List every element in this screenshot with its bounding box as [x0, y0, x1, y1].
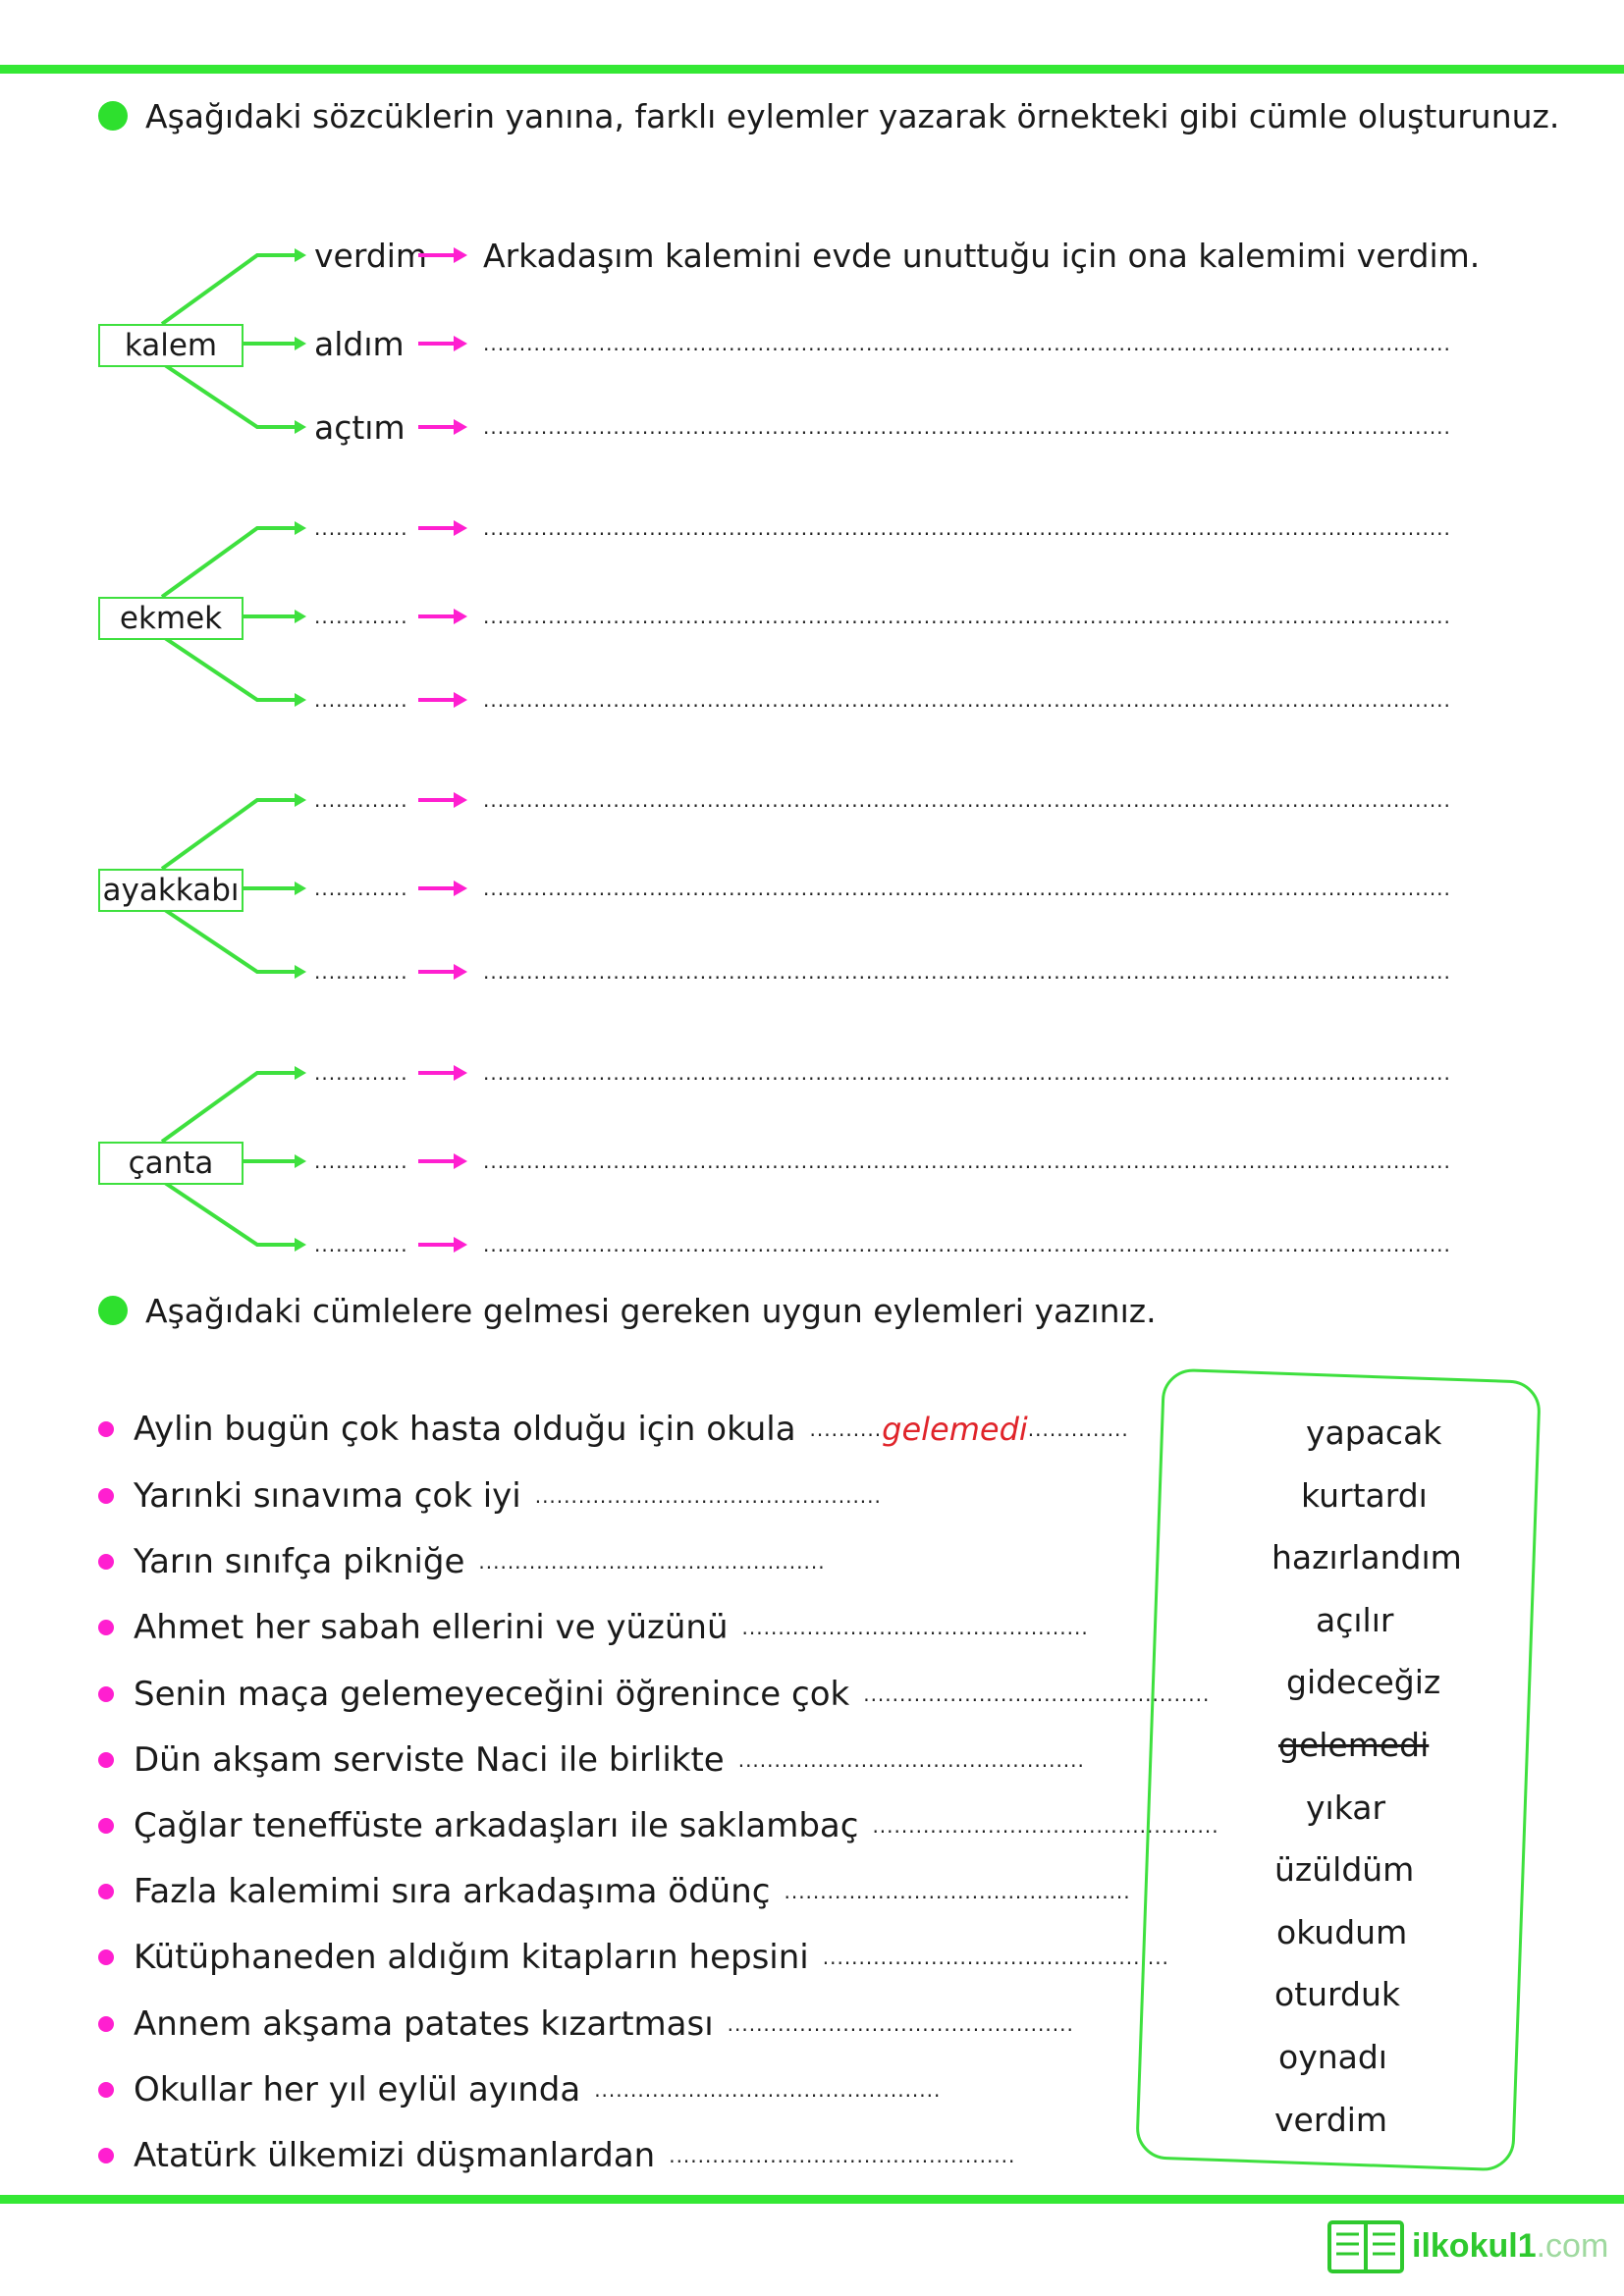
section1-instruction — [98, 91, 1559, 140]
sentence-row — [314, 324, 1451, 363]
word-bank-item: hazırlandım — [1272, 1538, 1462, 1577]
fill-sentence-row — [98, 2066, 941, 2113]
sentence-text[interactable]: ...................................................................................................................................... — [483, 1061, 1451, 1085]
fill-sentence-text: Ahmet her sabah ellerini ve yüzünü — [134, 1608, 729, 1648]
example-answer: gelemedi — [882, 1411, 1028, 1448]
sentence-text[interactable]: ...................................................................................................................................... — [483, 688, 1451, 712]
fill-blank[interactable]: ................................................ — [863, 1682, 1211, 1706]
pink-bullet-dot — [98, 1949, 114, 1965]
pink-bullet-dot — [98, 1421, 114, 1437]
pink-bullet-dot — [98, 1818, 114, 1834]
pink-bullet-dot — [98, 1752, 114, 1768]
verb-text[interactable]: ............. — [314, 877, 408, 900]
sentence-row — [314, 597, 1451, 636]
pink-bullet-dot — [98, 2148, 114, 2163]
fill-sentence-row — [98, 1472, 882, 1520]
verb-text[interactable]: ............. — [314, 1233, 408, 1256]
logo-text — [1412, 2227, 1608, 2266]
fill-sentence-row — [98, 1604, 1089, 1651]
verb-text[interactable]: açtım — [314, 407, 406, 447]
fill-sentence-row — [98, 1868, 1131, 1915]
fill-sentence-row — [98, 1934, 1169, 1981]
pink-arrow-icon — [416, 334, 469, 353]
fill-blank[interactable]: ................................................ — [822, 1946, 1169, 1970]
fill-sentence-row — [98, 1538, 826, 1585]
fill-blank[interactable]: ................................................ — [741, 1616, 1089, 1640]
verb-text[interactable]: ............. — [314, 1061, 408, 1085]
sentence-row — [314, 1225, 1451, 1264]
fill-sentence-text: Dün akşam serviste Naci ile birlikte — [134, 1739, 725, 1780]
logo-tld: .com — [1536, 2226, 1609, 2265]
fill-blank[interactable]: ................................................ — [737, 1747, 1085, 1772]
sentence-row — [314, 508, 1451, 548]
fill-sentence-text: Atatürk ülkemizi düşmanlardan — [134, 2136, 656, 2175]
keyword-box: ekmek — [98, 597, 244, 640]
pink-bullet-dot — [98, 1686, 114, 1702]
sentence-text[interactable]: ...................................................................................................................................... — [483, 1233, 1451, 1256]
word-bank-item: yıkar — [1306, 1788, 1386, 1827]
fill-sentence-text: Yarınki sınavıma çok iyi — [134, 1476, 521, 1516]
word-bank-item: oynadı — [1278, 2038, 1387, 2076]
word-bank-item: okudum — [1276, 1912, 1408, 1951]
word-bank-item: yapacak — [1306, 1414, 1442, 1452]
verb-text[interactable]: ............. — [314, 688, 408, 712]
sentence-text[interactable]: ...................................................................................................................................... — [483, 788, 1451, 812]
sentence-row — [314, 869, 1451, 908]
verb-text[interactable]: ............. — [314, 516, 408, 540]
word-bank-item: gelemedi — [1278, 1726, 1430, 1764]
section2-instruction-text: Aşağıdaki cümlelere gelmesi gereken uygun eylemleri yazınız. — [145, 1291, 1157, 1330]
fill-sentence-row — [98, 2001, 1074, 2048]
pink-arrow-icon — [416, 1235, 469, 1255]
fill-sentence-row — [98, 2132, 1015, 2179]
sentence-text[interactable]: ...................................................................................................................................... — [483, 605, 1451, 628]
verb-text[interactable]: aldım — [314, 324, 405, 363]
fill-sentence-row — [98, 1671, 1210, 1718]
verb-text[interactable]: ............. — [314, 1149, 408, 1173]
sentence-row — [314, 407, 1451, 447]
fill-blank[interactable]: ................................................ — [669, 2144, 1016, 2167]
fill-blank[interactable]: ................................................ — [727, 2011, 1074, 2036]
word-bank-item: oturduk — [1274, 1975, 1401, 2014]
logo-brand: ilkokul1 — [1412, 2226, 1537, 2265]
fill-sentence-text: Yarın sınıfça pikniğe — [134, 1542, 465, 1582]
word-group — [0, 216, 1481, 447]
fill-sentence-text: Okullar her yıl eylül ayında — [134, 2069, 581, 2109]
pink-arrow-icon — [416, 518, 469, 538]
example-sentence — [98, 1406, 1129, 1453]
sentence-row — [314, 680, 1451, 720]
book-icon — [1327, 2218, 1404, 2273]
fill-blank[interactable]: ................................................ — [784, 1880, 1131, 1904]
fill-blank[interactable]: ................................................ — [872, 1814, 1219, 1838]
example-dots-after: .............. — [1027, 1417, 1129, 1441]
sentence-row — [314, 780, 1451, 820]
word-bank-item: açılır — [1316, 1600, 1394, 1639]
pink-arrow-icon — [416, 417, 469, 437]
pink-arrow-icon — [416, 790, 469, 810]
fill-blank[interactable]: ................................................ — [594, 2077, 942, 2102]
sentence-row — [314, 236, 1480, 275]
pink-bullet-dot — [98, 1620, 114, 1635]
section1-instruction-text: Aşağıdaki sözcüklerin yanına, farklı eylemler yazarak örnekteki gibi cümle oluşturunuz. — [145, 96, 1560, 135]
pink-bullet-dot — [98, 2082, 114, 2098]
example-text: Aylin bugün çok hasta olduğu için okula — [134, 1410, 796, 1449]
keyword-box: kalem — [98, 324, 244, 367]
sentence-text[interactable]: ...................................................................................................................................... — [483, 332, 1451, 355]
pink-arrow-icon — [416, 607, 469, 626]
verb-text[interactable]: ............. — [314, 788, 408, 812]
pink-arrow-icon — [416, 1063, 469, 1083]
sentence-row — [314, 1142, 1451, 1181]
sentence-row — [314, 952, 1451, 991]
verb-text[interactable]: verdim — [314, 236, 428, 275]
word-bank-item: kurtardı — [1301, 1475, 1428, 1515]
sentence-text[interactable]: Arkadaşım kalemini evde unuttuğu için ona kalemimi verdim. — [483, 236, 1481, 275]
pink-arrow-icon — [416, 962, 469, 982]
pink-arrow-icon — [416, 690, 469, 710]
fill-sentence-text: Çağlar teneffüste arkadaşları ile saklambaç — [134, 1806, 859, 1845]
fill-sentence-row — [98, 1802, 1219, 1849]
fill-blank[interactable]: ................................................ — [534, 1484, 882, 1508]
word-bank-item: verdim — [1274, 2100, 1388, 2139]
pink-bullet-dot — [98, 2016, 114, 2032]
word-group — [0, 761, 1473, 984]
bottom-divider — [0, 2195, 1624, 2204]
sentence-text[interactable]: ...................................................................................................................................... — [483, 1149, 1451, 1173]
word-group — [0, 489, 1473, 712]
example-dots-before: .......... — [809, 1417, 883, 1441]
sentence-text[interactable]: ...................................................................................................................................... — [483, 516, 1451, 540]
pink-bullet-dot — [98, 1554, 114, 1570]
fill-sentence-text: Kütüphaneden aldığım kitapların hepsini — [134, 1938, 809, 1978]
sentence-text[interactable]: ...................................................................................................................................... — [483, 877, 1451, 900]
verb-text[interactable]: ............. — [314, 960, 408, 984]
sentence-row — [314, 1053, 1451, 1093]
word-bank-item: üzüldüm — [1274, 1850, 1415, 1890]
pink-arrow-icon — [416, 245, 469, 265]
sentence-text[interactable]: ...................................................................................................................................... — [483, 960, 1451, 984]
bullet-dot — [98, 1296, 128, 1325]
sentence-text[interactable]: ...................................................................................................................................... — [483, 415, 1451, 439]
word-group — [0, 1034, 1473, 1256]
word-bank-item: gideceğiz — [1286, 1663, 1441, 1702]
keyword-box: çanta — [98, 1142, 244, 1185]
fill-sentence-text: Annem akşama patates kızartması — [134, 2003, 714, 2044]
top-divider — [0, 65, 1624, 74]
keyword-box: ayakkabı — [98, 869, 244, 912]
site-logo — [1327, 2216, 1608, 2275]
bullet-dot — [98, 101, 128, 131]
fill-sentence-row — [98, 1736, 1085, 1784]
pink-bullet-dot — [98, 1488, 114, 1504]
pink-arrow-icon — [416, 1151, 469, 1171]
fill-sentence-text: Senin maça gelemeyeceğini öğrenince çok — [134, 1674, 850, 1714]
section2-instruction — [98, 1286, 1157, 1335]
fill-blank[interactable]: ................................................ — [478, 1550, 826, 1575]
pink-bullet-dot — [98, 1884, 114, 1899]
pink-arrow-icon — [416, 879, 469, 898]
verb-text[interactable]: ............. — [314, 605, 408, 628]
fill-sentence-text: Fazla kalemimi sıra arkadaşıma ödünç — [134, 1872, 771, 1912]
